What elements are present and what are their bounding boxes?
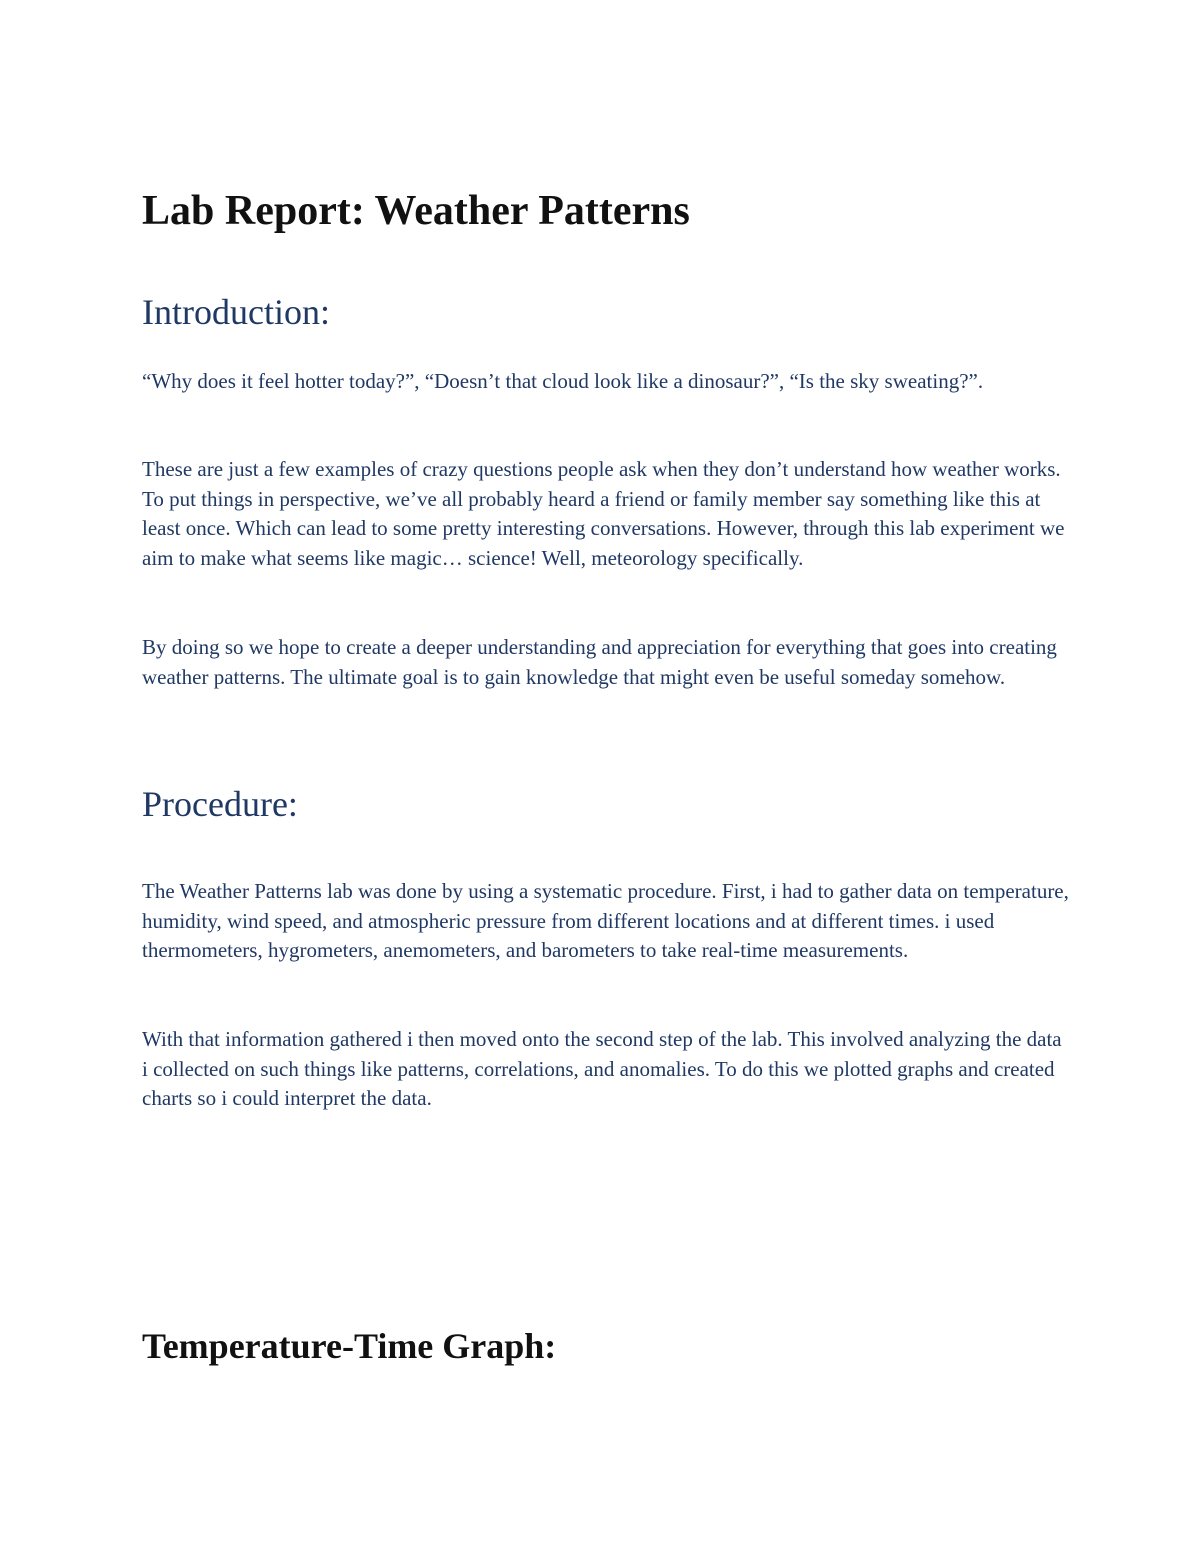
procedure-heading: Procedure:	[142, 784, 298, 824]
introduction-paragraph-3: By doing so we hope to create a deeper understanding and appreciation for everything that goes into creating weather patterns. The ultimate goal is to gain knowledge that might even be useful someday somehow.	[142, 635, 1057, 689]
procedure-paragraph-2: With that information gathered i then moved onto the second step of the lab. This involved analyzing the data i collected on such things like patterns, correlations, and anomalies. To do this we plotted graphs and created charts so i could interpret the data.	[142, 1027, 1062, 1110]
procedure-paragraph-1: The Weather Patterns lab was done by using a systematic procedure. First, i had to gather data on temperature, humidity, wind speed, and atmospheric pressure from different locations and at different times. i used thermometers, hygrometers, anemometers, and barometers to take real-time measurements.	[142, 879, 1069, 962]
introduction-paragraph-2: These are just a few examples of crazy questions people ask when they don’t understand how weather works. To put things in perspective, we’ve all probably heard a friend or family member say something like this at least once. Which can lead to some pretty interesting conversations. However, through this lab experiment we aim to make what seems like magic… science! Well, meteorology specifically.	[142, 457, 1065, 570]
temperature-time-graph-heading: Temperature-Time Graph:	[142, 1326, 557, 1366]
document-title: Lab Report: Weather Patterns	[142, 188, 690, 234]
introduction-paragraph-1: “Why does it feel hotter today?”, “Doesn’t that cloud look like a dinosaur?”, “Is the sky sweating?”.	[142, 369, 984, 393]
introduction-heading: Introduction:	[142, 292, 330, 332]
